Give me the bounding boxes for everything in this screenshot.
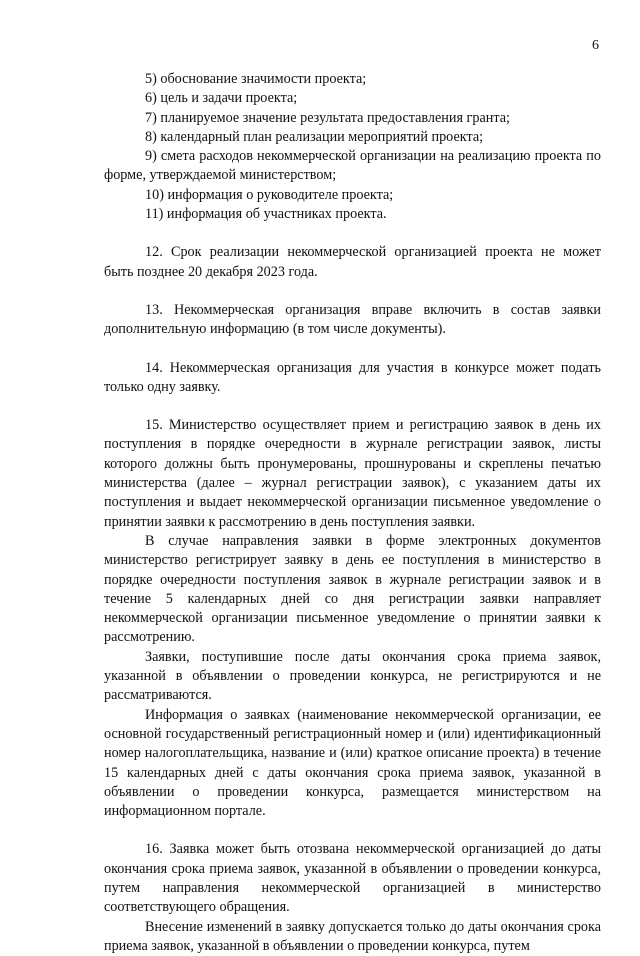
clause-12: 12. Срок реализации некоммерческой организацией проекта не может быть позднее 20 декабря 2023 года. [104,244,601,280]
clause-16: 16. Заявка может быть отозвана некоммерческой организацией до даты окончания срока приема заявок, указанной в объявлении о проведении конкурса, путем направления некоммерческой организацией в министерство соответствующего обращения. [104,841,601,916]
clause-13: 13. Некоммерческая организация вправе включить в состав заявки дополнительную информацию (в том числе документы). [104,301,601,338]
clause-14: 14. Некоммерческая организация для участия в конкурсе может подать только одну заявку. [104,359,601,395]
list-item: 8) календарный план реализации мероприятий проекта; [145,128,484,145]
list-item: 7) планируемое значение результата предоставления гранта; [145,109,510,126]
clause-15-paragraph: В случае направления заявки в форме электронных документов министерство регистрирует заявку в день ее поступления в министерство в порядке очередности поступления заявок в журнале регистрации заявок и в течение 5 календарных дней со дня регистрации заявки направляет некоммерческой организации письменное уведомление о принятии заявки к рассмотрению. [104,532,601,646]
document-body [104,70,601,956]
list-item: 5) обоснование значимости проекта; [145,71,367,87]
clause-15: 15. Министерство осуществляет прием и регистрацию заявок в день их поступления в порядке очередности в журнале регистрации заявок, листы которого должны быть пронумерованы, прошнурованы и скреплены печатью министерства (далее – журнал регистрации заявок), с указанием даты их поступления и выдает некоммерческой организации письменное уведомление о принятии заявки к рассмотрению в день поступления заявки. [104,417,601,530]
list-item: 11) информация об участниках проекта. [145,206,387,223]
clause-15-paragraph: Заявки, поступившие после даты окончания срока приема заявок, указанной в объявлении о проведении конкурса, не регистрируются и не рассматриваются. [104,648,601,704]
list-item: 6) цель и задачи проекта; [145,90,298,107]
clause-16-paragraph: Внесение изменений в заявку допускается только до даты окончания срока приема заявок, указанной в объявлении о проведении конкурса, путем [104,918,601,954]
clause-15-paragraph: Информация о заявках (наименование некоммерческой организации, ее основной государственный регистрационный номер и (или) идентификационный номер налогоплательщика, название и (или) краткое описание проекта) в течение 15 календарных дней с даты окончания срока приема заявок, указанной в объявлении о проведении конкурса, размещается министерством на информационном портале. [104,706,601,820]
list-item: 10) информация о руководителе проекта; [145,186,394,203]
page-number: 6 [592,38,599,53]
list-item: 9) смета расходов некоммерческой организации на реализацию проекта по форме, утверждаемой министерством; [104,148,601,184]
